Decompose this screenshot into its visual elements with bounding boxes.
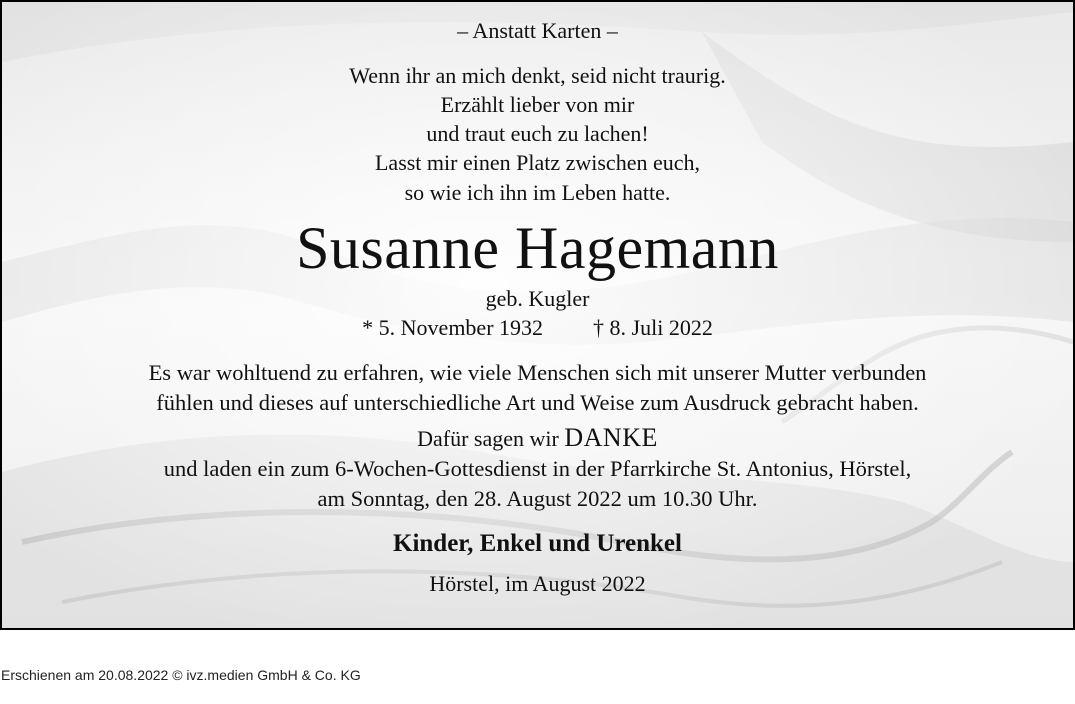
poem-line: Erzählt lieber von mir <box>440 92 635 117</box>
thanks-prefix: Dafür sagen wir <box>417 426 559 451</box>
message-line: fühlen und dieses auf unterschiedliche Art und Weise zum Ausdruck gebracht haben. <box>156 390 919 415</box>
life-dates <box>2 315 1073 341</box>
invitation-line: am Sonntag, den 28. August 2022 um 10.30 Uhr. <box>317 486 758 511</box>
poem-line: Lasst mir einen Platz zwischen euch, <box>374 150 700 175</box>
thanks-word: DANKE <box>564 423 658 452</box>
death-date: † 8. Juli 2022 <box>593 315 713 340</box>
invitation-line: und laden ein zum 6-Wochen-Gottesdienst in der Pfarrkirche St. Antonius, Hörstel, <box>163 456 912 481</box>
deceased-name: Susanne Hagemann <box>296 215 779 281</box>
place-and-date: Hörstel, im August 2022 <box>429 571 646 596</box>
birth-date: * 5. November 1932 <box>362 315 544 340</box>
family-signature: Kinder, Enkel und Urenkel <box>393 530 682 557</box>
poem-line: so wie ich ihn im Leben hatte. <box>404 180 671 205</box>
publication-footer: Erschienen am 20.08.2022 © ivz.medien GmbH & Co. KG <box>1 667 361 683</box>
notice-header: – Anstatt Karten – <box>457 18 618 43</box>
poem-line: und traut euch zu lachen! <box>426 121 649 146</box>
thanks-line <box>2 423 1073 453</box>
poem-line: Wenn ihr an mich denkt, seid nicht traurig. <box>349 63 726 88</box>
maiden-name: geb. Kugler <box>485 286 590 311</box>
message-line: Es war wohltuend zu erfahren, wie viele Menschen sich mit unserer Mutter verbunden <box>148 360 927 385</box>
